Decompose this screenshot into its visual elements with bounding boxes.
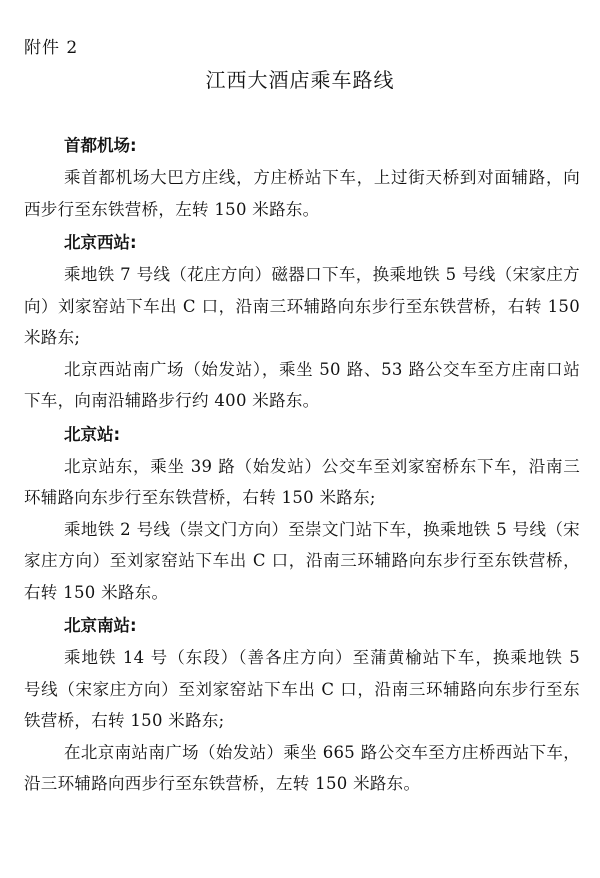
section-heading: 北京南站: xyxy=(64,616,137,635)
route-paragraph: 乘首都机场大巴方庄线，方庄桥站下车，上过街天桥到对面辅路，向西步行至东铁营桥，左转 150 米路东。 xyxy=(24,168,580,219)
route-paragraph: 乘地铁 14 号（东段）（善各庄方向）至蒲黄榆站下车，换乘地铁 5 号线（宋家庄方向）至刘家窑站下车出 C 口，沿南三环辅路向东步行至东铁营桥，右转 150 米路东; xyxy=(24,648,580,730)
document-title: 江西大酒店乘车路线 xyxy=(205,68,395,92)
route-paragraph: 北京西站南广场（始发站），乘坐 50 路、53 路公交车至方庄南口站下车，向南沿辅路步行约 400 米路东。 xyxy=(24,359,580,410)
route-paragraph: 乘地铁 7 号线（花庄方向）磁器口下车，换乘地铁 5 号线（宋家庄方向）刘家窑站下车出 C 口，沿南三环辅路向东步行至东铁营桥，右转 150 米路东; xyxy=(24,265,580,347)
section-beijing-station xyxy=(24,419,580,609)
route-paragraph: 北京站东，乘坐 39 路（始发站）公交车至刘家窑桥东下车，沿南三环辅路向东步行至东铁营桥，右转 150 米路东; xyxy=(24,456,580,507)
section-heading: 北京站: xyxy=(64,424,121,444)
section-beijing-south xyxy=(24,610,580,800)
section-capital-airport xyxy=(24,130,580,225)
route-paragraph: 在北京南站南广场（始发站）乘坐 665 路公交车至方庄桥西站下车，沿三环辅路向西步行至东铁营桥，左转 150 米路东。 xyxy=(24,742,580,793)
route-paragraph: 乘地铁 2 号线（崇文门方向）至崇文门站下车，换乘地铁 5 号线（宋家庄方向）至刘家窑站下车出 C 口，沿南三环辅路向东步行至东铁营桥，右转 150 米路东。 xyxy=(24,519,580,602)
attachment-label: 附件 2 xyxy=(24,38,79,58)
section-heading: 首都机场: xyxy=(64,136,137,155)
document-body xyxy=(24,128,580,800)
section-beijing-west xyxy=(24,227,580,417)
section-heading: 北京西站: xyxy=(64,233,137,252)
